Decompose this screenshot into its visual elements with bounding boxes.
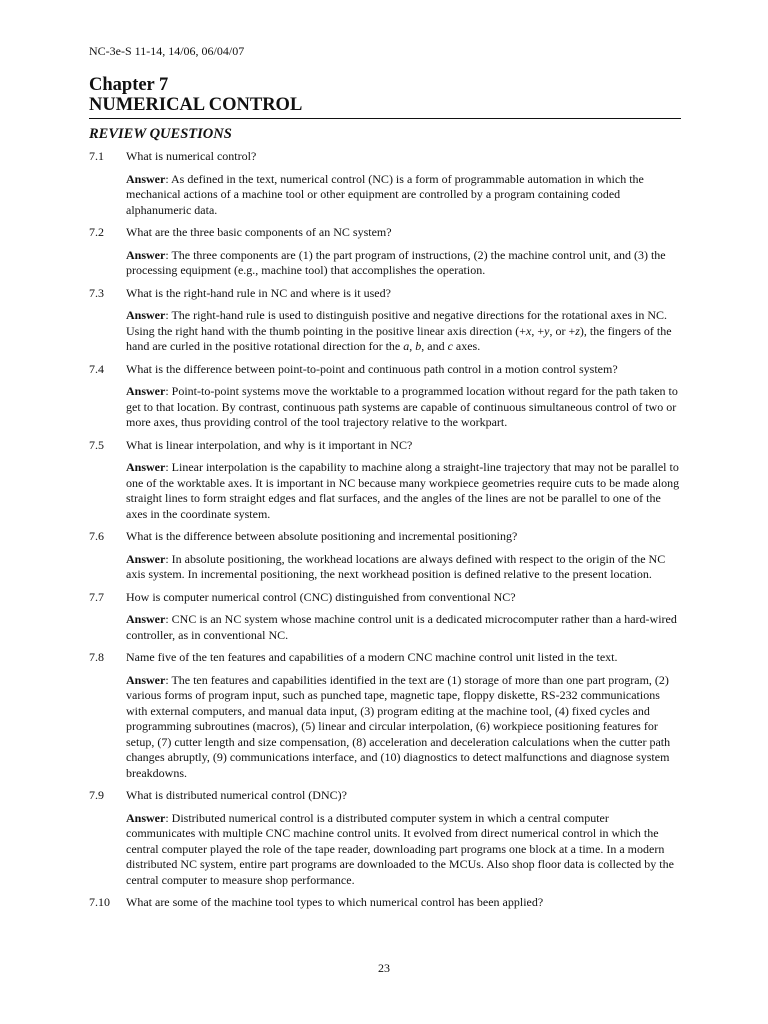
- question-text: What are the three basic components of an NC system?: [126, 225, 392, 239]
- review-question-item: [89, 438, 681, 523]
- review-question-item: [89, 895, 681, 911]
- review-question-item: [89, 225, 681, 279]
- answer-label: Answer: [126, 551, 166, 566]
- answer-label: Answer: [126, 171, 166, 186]
- answer-label: Answer: [126, 384, 166, 398]
- answer-label: Answer: [126, 810, 166, 825]
- chapter-title: NUMERICAL CONTROL: [89, 95, 681, 119]
- answer-text: [126, 384, 681, 431]
- question-row: [89, 650, 681, 666]
- question-text: What is the right-hand rule in NC and where is it used?: [126, 285, 391, 300]
- question-number: 7.6: [89, 529, 104, 543]
- review-question-item: [89, 650, 681, 781]
- question-number: 7.7: [89, 589, 104, 604]
- answer-text: [126, 172, 681, 219]
- answer-text: [126, 673, 681, 782]
- review-question-item: [89, 590, 681, 644]
- question-row: [89, 590, 681, 606]
- question-text: How is computer numerical control (CNC) distinguished from conventional NC?: [126, 589, 516, 604]
- chapter-number: Chapter 7: [89, 75, 169, 95]
- question-number: 7.2: [89, 225, 104, 239]
- answer-body: : Linear interpolation is the capability to machine along a straight-line trajectory that may not be parallel to one of the worktable axes. It is important in NC because many workpiece geometries require cuts to be made along straight lines to form straight edges and flat surfaces, and the angles of the lines are not be parallel to one of the axes in the coordinate system.: [126, 460, 680, 521]
- question-row: [89, 788, 681, 804]
- question-row: [89, 225, 681, 241]
- answer-label: Answer: [126, 247, 166, 262]
- page-number: 23: [378, 961, 390, 975]
- question-row: [89, 362, 681, 378]
- question-number: 7.1: [89, 149, 104, 163]
- answer-text: [126, 811, 681, 889]
- question-number: 7.8: [89, 650, 104, 664]
- question-text: Name five of the ten features and capabilities of a modern CNC machine control unit listed in the text.: [126, 650, 618, 664]
- question-number: 7.4: [89, 361, 104, 376]
- question-text: What is the difference between point-to-point and continuous path control in a motion control system?: [126, 361, 618, 376]
- section-title: REVIEW QUESTIONS: [89, 126, 232, 142]
- question-number: 7.3: [89, 285, 104, 300]
- review-question-item: [89, 362, 681, 431]
- question-text: What is the difference between absolute positioning and incremental positioning?: [126, 529, 518, 543]
- question-text: What is numerical control?: [126, 149, 257, 163]
- review-question-item: [89, 788, 681, 888]
- answer-body: : As defined in the text, numerical control (NC) is a form of programmable automation in which the mechanical actions of a machine tool or other equipment are controlled by a program containing coded alphanumeric data.: [126, 171, 644, 217]
- question-row: [89, 438, 681, 454]
- answer-text: [126, 248, 681, 279]
- answer-body: : In absolute positioning, the workhead locations are always defined with respect to the origin of the NC axis system. In incremental positioning, the next workhead position is defined relative to the present location.: [126, 551, 666, 581]
- review-question-item: [89, 286, 681, 355]
- question-text: What is distributed numerical control (DNC)?: [126, 788, 347, 802]
- review-question-item: [89, 529, 681, 583]
- answer-text: [126, 552, 681, 583]
- question-row: [89, 149, 681, 165]
- question-row: [89, 286, 681, 302]
- answer-body: : Point-to-point systems move the worktable to a programmed location without regard for the path taken to get to that location. By contrast, continuous path systems are capable of continuous simultaneous control of two or more axes, thus providing control of the tool trajectory relative to the workpart.: [126, 384, 678, 429]
- question-row: [89, 895, 681, 911]
- document-code: NC-3e-S 11-14, 14/06, 06/04/07: [89, 44, 245, 58]
- answer-label: Answer: [126, 308, 166, 322]
- answer-body: : The right-hand rule is used to distinguish positive and negative directions for the rotational axes in NC. Using the right hand with the thumb pointing in the positive linear axis direction (+x, +y, or +z), the fingers of the hand are curled in the positive rotational direction for the a, b, and c axes.: [126, 308, 672, 353]
- question-number: 7.9: [89, 788, 104, 802]
- document-page: [89, 44, 681, 911]
- answer-label: Answer: [126, 612, 166, 626]
- answer-body: : The three components are (1) the part program of instructions, (2) the machine control unit, and (3) the processing equipment (e.g., machine tool) that accomplishes the operation.: [126, 247, 666, 277]
- answer-text: [126, 612, 681, 643]
- answer-body: : Distributed numerical control is a distributed computer system in which a central computer communicates with multiple CNC machine control units. It evolved from direct numerical control in which the central computer played the role of the tape reader, downloading part programs one block at a time. In a modern distributed NC system, entire part programs are downloaded to the MCUs. Also shop floor data is collected by the central computer to measure shop performance.: [126, 810, 674, 887]
- answer-text: [126, 460, 681, 522]
- answer-text: [126, 308, 681, 355]
- question-row: [89, 529, 681, 545]
- answer-label: Answer: [126, 672, 166, 687]
- question-number: 7.10: [89, 895, 110, 909]
- answer-body: : CNC is an NC system whose machine control unit is a dedicated microcomputer rather than a hard-wired controller, as in conventional NC.: [126, 612, 677, 642]
- answer-label: Answer: [126, 460, 166, 474]
- review-questions-list: [89, 149, 681, 911]
- question-text: What are some of the machine tool types to which numerical control has been applied?: [126, 895, 544, 909]
- answer-body: : The ten features and capabilities identified in the text are (1) storage of more than one part program, (2) various forms of program input, such as punched tape, magnetic tape, floppy diskette, RS-232 communications with external computers, and manual data input, (3) program editing at the machine tool, (4) fixed cycles and programming subroutines (macros), (5) linear and circular interpolation, (6) workpiece positioning features for setup, (7) cutter length and size compensation, (8) acceleration and deceleration calculations when the cutter path changes abruptly, (9) communications interface, and (10) diagnostics to detect malfunctions and diagnose system breakdowns.: [126, 672, 671, 780]
- question-number: 7.5: [89, 437, 104, 452]
- review-question-item: [89, 149, 681, 218]
- question-text: What is linear interpolation, and why is it important in NC?: [126, 437, 413, 452]
